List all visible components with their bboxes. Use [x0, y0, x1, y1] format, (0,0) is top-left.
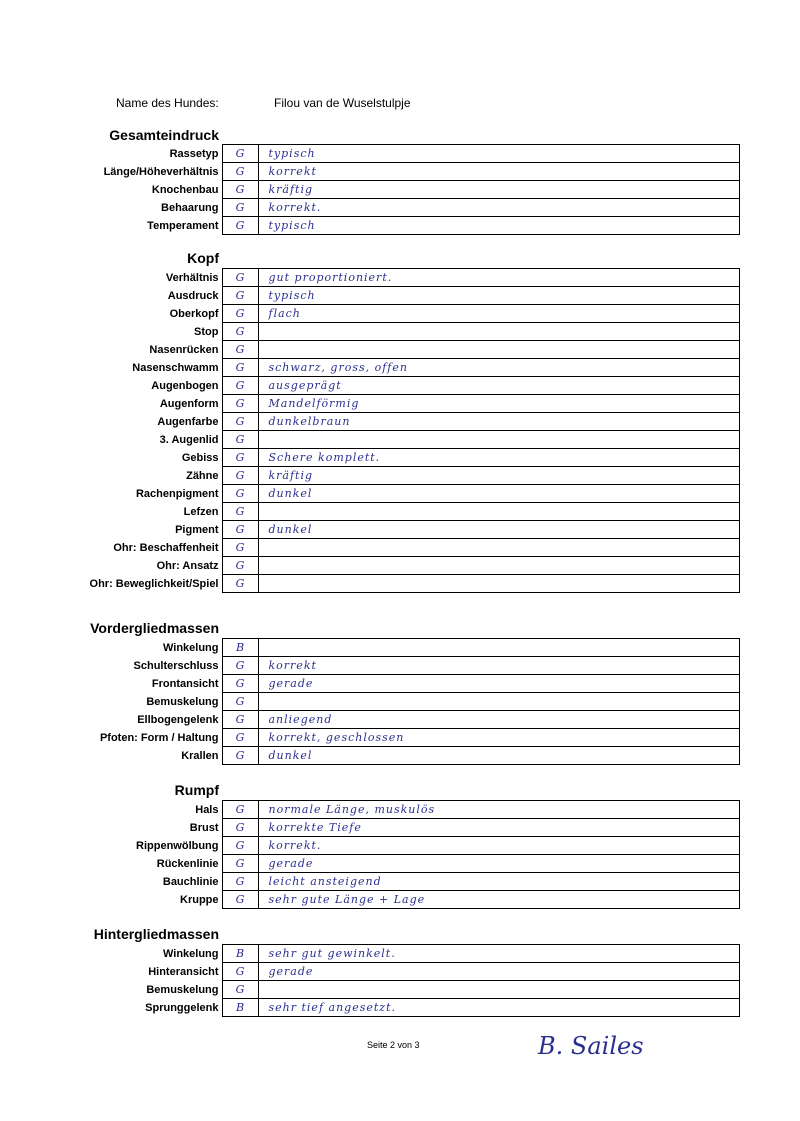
row-grade: G [222, 801, 258, 819]
row-note [258, 431, 739, 449]
row-grade: G [222, 199, 258, 217]
row-note: gut proportioniert. [258, 269, 739, 287]
row-note: flach [258, 305, 739, 323]
form-row [44, 873, 739, 891]
row-note [258, 575, 739, 593]
section-table-hintergliedmassen [44, 944, 740, 1017]
form-row [44, 341, 739, 359]
form-row [44, 657, 739, 675]
row-grade: G [222, 377, 258, 395]
page-number: Seite 2 von 3 [367, 1040, 420, 1050]
row-grade: G [222, 359, 258, 377]
row-grade: B [222, 999, 258, 1017]
row-grade: G [222, 981, 258, 999]
form-row [44, 837, 739, 855]
form-row [44, 503, 739, 521]
row-label: Ellbogengelenk [137, 713, 219, 726]
form-row [44, 945, 739, 963]
row-note [258, 503, 739, 521]
section-title-rumpf: Rumpf [174, 782, 219, 798]
row-label: Bauchlinie [162, 875, 219, 888]
row-grade: G [222, 287, 258, 305]
row-note [258, 639, 739, 657]
row-note: dunkel [258, 521, 739, 539]
row-note: korrekt, geschlossen [258, 729, 739, 747]
form-row [44, 467, 739, 485]
row-note [258, 981, 739, 999]
section-table-kopf [44, 268, 740, 593]
form-row [44, 729, 739, 747]
form-row [44, 305, 739, 323]
form-row [44, 199, 739, 217]
row-grade: G [222, 305, 258, 323]
row-label: Krallen [181, 749, 219, 762]
row-grade: G [222, 269, 258, 287]
row-note: dunkel [258, 485, 739, 503]
row-grade: G [222, 413, 258, 431]
row-label: Ohr: Beweglichkeit/Spiel [89, 577, 219, 590]
form-row [44, 395, 739, 413]
row-grade: G [222, 557, 258, 575]
dog-name-value: Filou van de Wuselstulpje [274, 96, 411, 110]
row-grade: G [222, 521, 258, 539]
form-row [44, 693, 739, 711]
row-grade: G [222, 503, 258, 521]
row-note: sehr tief angesetzt. [258, 999, 739, 1017]
row-note: anliegend [258, 711, 739, 729]
row-label: Ausdruck [167, 289, 219, 302]
section-table-gesamteindruck [44, 144, 740, 235]
row-grade: G [222, 431, 258, 449]
form-row [44, 181, 739, 199]
row-label: Hals [195, 803, 219, 816]
dog-name-label: Name des Hundes: [116, 96, 219, 110]
row-note: kräftig [258, 467, 739, 485]
row-grade: G [222, 747, 258, 765]
form-row [44, 855, 739, 873]
section-title-vordergliedmassen: Vordergliedmassen [90, 620, 219, 636]
form-row [44, 575, 739, 593]
row-grade: G [222, 145, 258, 163]
row-label: Winkelung [162, 947, 219, 960]
row-note: dunkelbraun [258, 413, 739, 431]
section-table-vordergliedmassen [44, 638, 740, 765]
form-row [44, 163, 739, 181]
form-row [44, 675, 739, 693]
row-note [258, 341, 739, 359]
row-label: Zähne [186, 469, 219, 482]
signature: B. Sailes [538, 1032, 644, 1060]
row-label: Kruppe [180, 893, 219, 906]
row-label: Nasenrücken [149, 343, 219, 356]
form-row [44, 413, 739, 431]
row-label: Oberkopf [169, 307, 219, 320]
row-label: Nasenschwamm [132, 361, 219, 374]
row-note: typisch [258, 217, 739, 235]
form-row [44, 449, 739, 467]
row-grade: G [222, 395, 258, 413]
row-label: Lefzen [183, 505, 219, 518]
row-label: Ohr: Ansatz [156, 559, 219, 572]
form-row [44, 819, 739, 837]
row-grade: G [222, 963, 258, 981]
row-grade: G [222, 539, 258, 557]
row-note: normale Länge, muskulös [258, 801, 739, 819]
section-title-hintergliedmassen: Hintergliedmassen [93, 926, 219, 942]
row-grade: G [222, 575, 258, 593]
row-grade: G [222, 181, 258, 199]
row-grade: G [222, 711, 258, 729]
row-label: Pigment [175, 523, 219, 536]
form-row [44, 981, 739, 999]
row-label: Augenfarbe [157, 415, 219, 428]
row-note: korrekte Tiefe [258, 819, 739, 837]
row-grade: G [222, 729, 258, 747]
row-grade: B [222, 945, 258, 963]
row-label: Temperament [147, 219, 219, 232]
row-note: gerade [258, 675, 739, 693]
row-grade: G [222, 855, 258, 873]
row-label: Gebiss [181, 451, 219, 464]
row-grade: G [222, 485, 258, 503]
row-note [258, 539, 739, 557]
row-grade: G [222, 449, 258, 467]
form-row [44, 145, 739, 163]
row-note [258, 693, 739, 711]
form-row [44, 999, 739, 1017]
section-table-rumpf [44, 800, 740, 909]
row-grade: G [222, 217, 258, 235]
row-note: korrekt [258, 657, 739, 675]
row-grade: G [222, 837, 258, 855]
form-row [44, 557, 739, 575]
form-row [44, 891, 739, 909]
row-note: kräftig [258, 181, 739, 199]
form-row [44, 377, 739, 395]
section-title-kopf: Kopf [187, 250, 219, 266]
row-grade: G [222, 819, 258, 837]
row-note: gerade [258, 963, 739, 981]
row-note: korrekt. [258, 199, 739, 217]
row-grade: B [222, 639, 258, 657]
form-row [44, 539, 739, 557]
row-label: 3. Augenlid [159, 433, 219, 446]
row-label: Ohr: Beschaffenheit [113, 541, 219, 554]
row-note: korrekt [258, 163, 739, 181]
row-grade: G [222, 467, 258, 485]
row-label: Rachenpigment [135, 487, 219, 500]
row-label: Augenform [159, 397, 219, 410]
row-note: dunkel [258, 747, 739, 765]
row-label: Augenbogen [151, 379, 219, 392]
form-row [44, 639, 739, 657]
form-row [44, 359, 739, 377]
form-row [44, 521, 739, 539]
row-note: typisch [258, 287, 739, 305]
row-grade: G [222, 341, 258, 359]
row-label: Schulterschluss [133, 659, 219, 672]
section-title-gesamteindruck: Gesamteindruck [109, 127, 219, 143]
row-label: Rückenlinie [156, 857, 219, 870]
row-grade: G [222, 891, 258, 909]
row-grade: G [222, 675, 258, 693]
form-row [44, 217, 739, 235]
form-row [44, 963, 739, 981]
row-grade: G [222, 163, 258, 181]
row-grade: G [222, 693, 258, 711]
row-label: Bemuskelung [146, 695, 219, 708]
row-label: Rassetyp [169, 147, 219, 160]
row-note: schwarz, gross, offen [258, 359, 739, 377]
row-note [258, 557, 739, 575]
row-note: ausgeprägt [258, 377, 739, 395]
row-label: Hinteransicht [148, 965, 219, 978]
row-grade: G [222, 657, 258, 675]
row-note [258, 323, 739, 341]
form-row [44, 711, 739, 729]
row-note: leicht ansteigend [258, 873, 739, 891]
row-label: Knochenbau [151, 183, 219, 196]
row-note: korrekt. [258, 837, 739, 855]
row-label: Sprunggelenk [145, 1001, 219, 1014]
row-label: Pfoten: Form / Haltung [99, 731, 219, 744]
row-note: sehr gut gewinkelt. [258, 945, 739, 963]
row-label: Länge/Höheverhältnis [103, 165, 219, 178]
form-row [44, 287, 739, 305]
row-label: Bemuskelung [146, 983, 219, 996]
row-label: Frontansicht [151, 677, 219, 690]
row-grade: G [222, 323, 258, 341]
row-label: Rippenwölbung [136, 839, 219, 852]
form-row [44, 431, 739, 449]
row-note: gerade [258, 855, 739, 873]
row-grade: G [222, 873, 258, 891]
row-label: Verhältnis [165, 271, 219, 284]
row-note: typisch [258, 145, 739, 163]
row-note: Schere komplett. [258, 449, 739, 467]
form-row [44, 269, 739, 287]
form-row [44, 485, 739, 503]
form-row [44, 323, 739, 341]
form-row [44, 747, 739, 765]
row-label: Brust [189, 821, 219, 834]
row-label: Behaarung [161, 201, 219, 214]
row-note: sehr gute Länge + Lage [258, 891, 739, 909]
row-label: Stop [194, 325, 219, 338]
row-note: Mandelförmig [258, 395, 739, 413]
form-row [44, 801, 739, 819]
row-label: Winkelung [162, 641, 219, 654]
